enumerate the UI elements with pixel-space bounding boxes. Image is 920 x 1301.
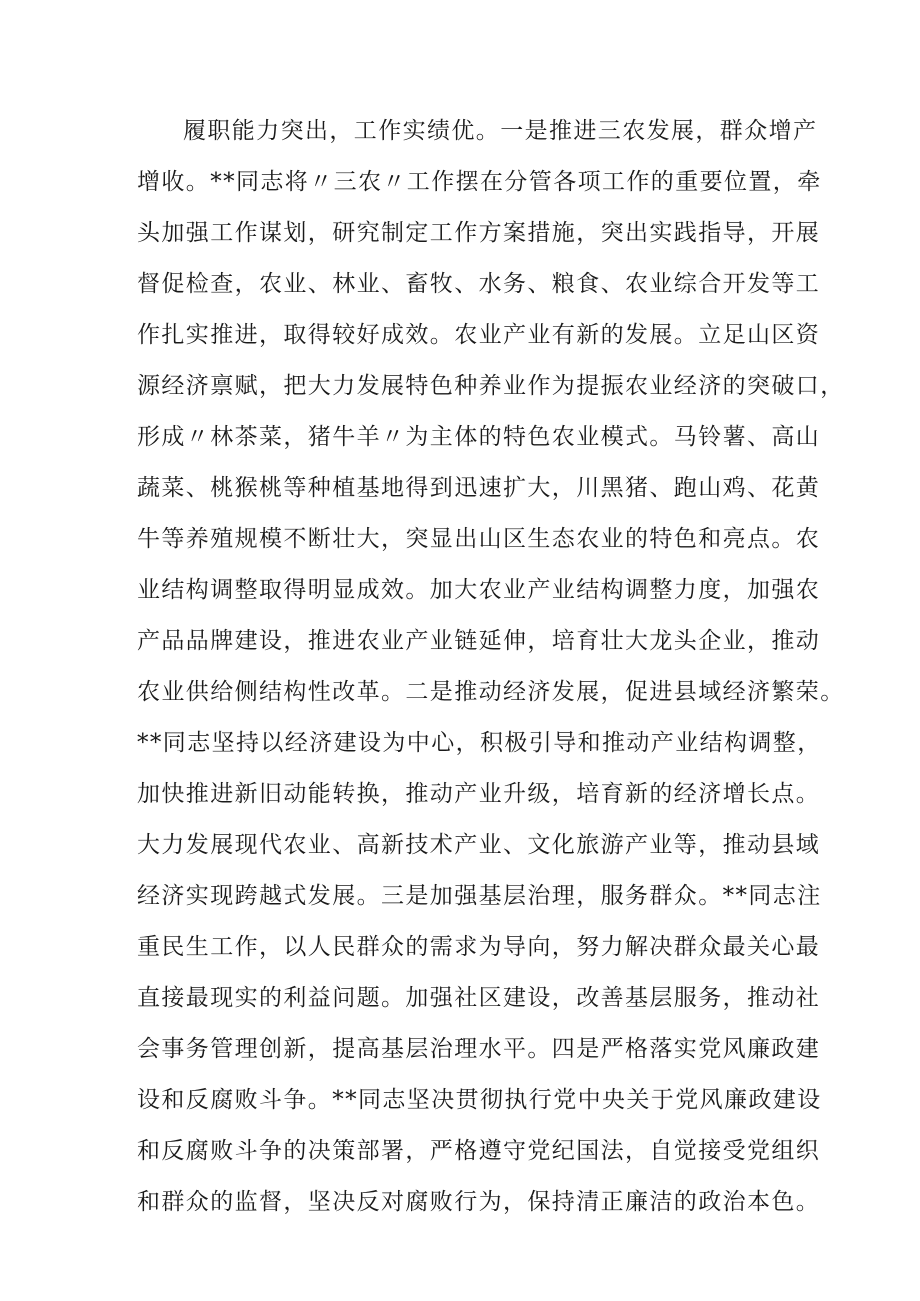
paragraph-line: 经济实现跨越式发展。三是加强基层治理，服务群众。**同志注 (137, 883, 822, 909)
paragraph-line: 会事务管理创新，提高基层治理水平。四是严格落实党风廉政建 (137, 1036, 821, 1062)
paragraph-line: 头加强工作谋划，研究制定工作方案措施，突出实践指导，开展 (137, 220, 821, 246)
paragraph-line: 作扎实推进，取得较好成效。农业产业有新的发展。立足山区资 (137, 322, 821, 348)
paragraph-line: 农业供给侧结构性改革。二是推动经济发展，促进县域经济繁荣。 (137, 679, 845, 705)
paragraph-line: 重民生工作，以人民群众的需求为导向，努力解决群众最关心最 (137, 934, 821, 960)
paragraph-line: 加快推进新旧动能转换，推动产业升级，培育新的经济增长点。 (137, 781, 821, 807)
paragraph-line: 履职能力突出，工作实绩优。一是推进三农发展，群众增产 (183, 118, 818, 144)
paragraph-line: 业结构调整取得明显成效。加大农业产业结构调整力度，加强农 (137, 577, 821, 603)
paragraph-line: 和群众的监督，坚决反对腐败行为，保持清正廉洁的政治本色。 (137, 1189, 821, 1215)
paragraph-line: 牛等养殖规模不断壮大，突显出山区生态农业的特色和亮点。农 (137, 526, 821, 552)
paragraph-line: 产品品牌建设，推进农业产业链延伸，培育壮大龙头企业，推动 (137, 628, 821, 654)
paragraph-line: 和反腐败斗争的决策部署，严格遵守党纪国法，自觉接受党组织 (137, 1138, 821, 1164)
paragraph-line: 直接最现实的利益问题。加强社区建设，改善基层服务，推动社 (137, 985, 821, 1011)
paragraph-line: 大力发展现代农业、高新技术产业、文化旅游产业等，推动县域 (137, 832, 821, 858)
paragraph-line: **同志坚持以经济建设为中心，积极引导和推动产业结构调整， (137, 730, 822, 756)
paragraph-line: 设和反腐败斗争。**同志坚决贯彻执行党中央关于党风廉政建设 (137, 1087, 822, 1113)
paragraph-line: 蔬菜、桃猴桃等种植基地得到迅速扩大，川黑猪、跑山鸡、花黄 (137, 475, 821, 501)
paragraph-line: 形成〃林茶菜，猪牛羊〃为主体的特色农业模式。马铃薯、高山 (137, 424, 821, 450)
paragraph-line: 源经济禀赋，把大力发展特色种养业作为提振农业经济的突破口， (137, 373, 845, 399)
paragraph-line: 督促检查，农业、林业、畜牧、水务、粮食、农业综合开发等工 (137, 271, 821, 297)
paragraph-line: 增收。**同志将〃三农〃工作摆在分管各项工作的重要位置，牵 (137, 169, 822, 195)
